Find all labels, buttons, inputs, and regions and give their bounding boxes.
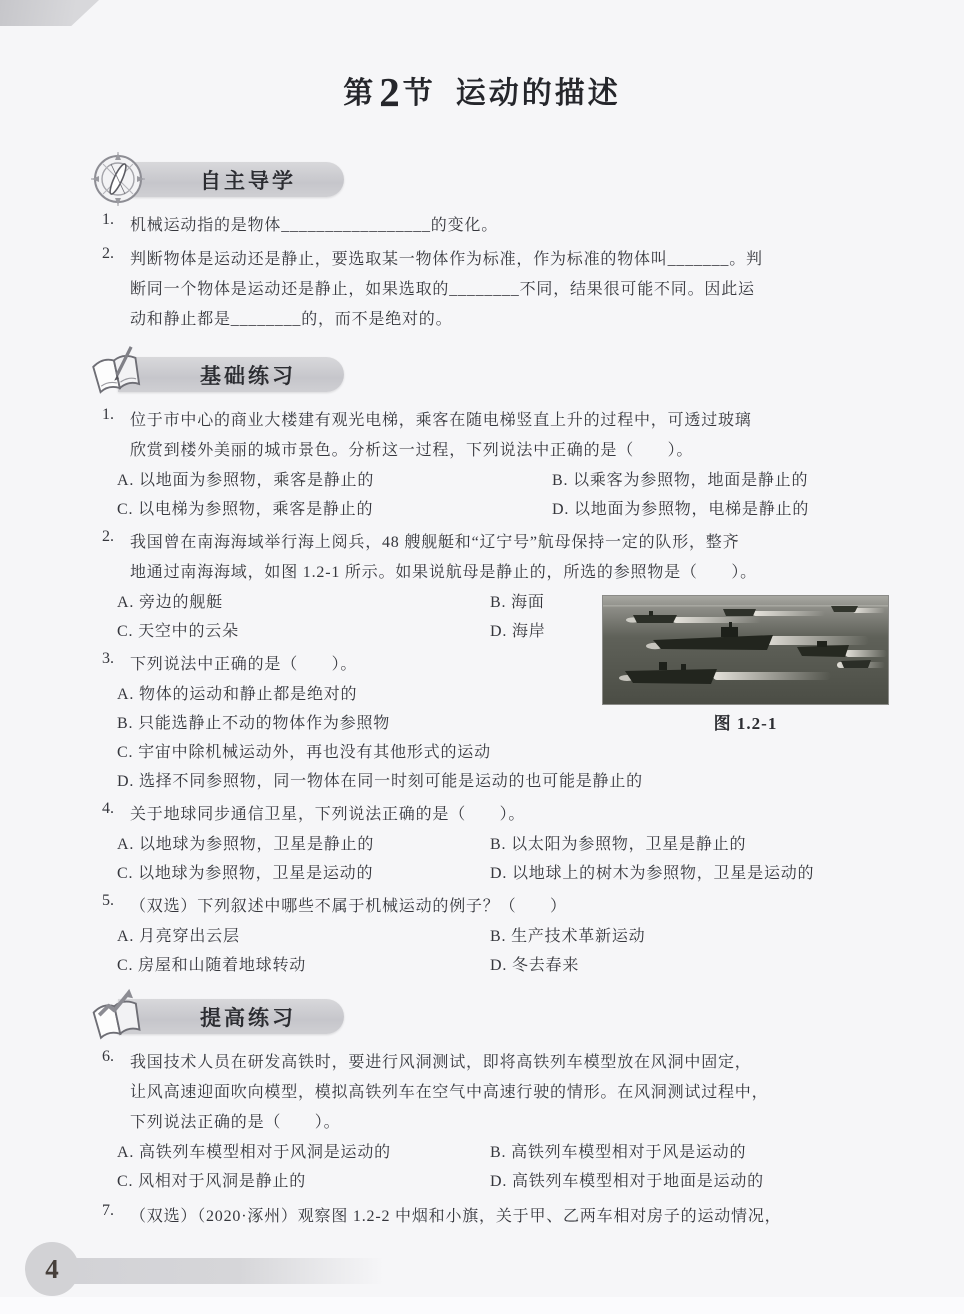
option: A. 以地面为参照物，乘客是静止的: [117, 472, 375, 489]
option-row: [117, 859, 904, 888]
question-number: 4.: [102, 800, 114, 817]
question-number: 1.: [102, 211, 114, 228]
option: C. 以电梯为参照物，乘客是静止的: [117, 501, 374, 518]
title-suffix: 节: [402, 77, 436, 110]
option: B. 生产技术革新运动: [490, 928, 646, 945]
section-header-basic: [88, 348, 368, 400]
question: [102, 245, 904, 335]
question-line: 判断物体是运动还是静止，要选取某一物体作为标准，作为标准的物体叫_______。判: [130, 251, 763, 268]
question-line: 位于市中心的商业大楼建有观光电梯，乘客在随电梯竖直上升的过程中，可透过玻璃: [130, 412, 752, 429]
option: C. 以地球为参照物，卫星是运动的: [117, 865, 374, 882]
question: [102, 800, 904, 888]
question: [102, 1202, 904, 1232]
option: C. 风相对于风洞是静止的: [117, 1173, 307, 1190]
question: [102, 1048, 904, 1196]
option: C. 天空中的云朵: [117, 623, 239, 640]
option: D. 冬去春来: [490, 957, 580, 974]
question-number: 2.: [102, 245, 114, 262]
section-header-label: 基础练习: [118, 357, 344, 392]
option-row: [117, 495, 904, 524]
question-line: （双选）（2020·涿州）观察图 1.2-2 中烟和小旗，关于甲、乙两车相对房子的运动情况，: [130, 1208, 782, 1225]
question: [102, 211, 904, 241]
option: C. 房屋和山随着地球转动: [117, 957, 307, 974]
question-number: 2.: [102, 528, 114, 545]
question-number: 3.: [102, 650, 114, 667]
option: A. 月亮穿出云层: [117, 928, 240, 945]
question-line: 我国曾在南海海域举行海上阅兵，48 艘舰艇和“辽宁号”航母保持一定的队形，整齐: [130, 534, 740, 551]
title-prefix: 第: [343, 77, 377, 110]
option: B. 海面: [490, 594, 545, 611]
question-number: 1.: [102, 406, 114, 423]
page-title: [0, 0, 964, 118]
option: D. 以地球上的树木为参照物，卫星是运动的: [490, 865, 815, 882]
option-row: [117, 922, 904, 951]
option-row: [117, 466, 904, 495]
question-line: 我国技术人员在研发高铁时，要进行风洞测试，即将高铁列车模型放在风洞中固定，: [130, 1054, 752, 1071]
question-line: 机械运动指的是物体_________________的变化。: [130, 217, 499, 234]
selfstudy-questions: [102, 211, 904, 335]
section-header-selfstudy: [88, 153, 368, 205]
question-line: 地通过南海海域，如图 1.2-1 所示。如果说航母是静止的，所选的参照物是（ ）。: [130, 564, 757, 581]
option-row: [117, 951, 904, 980]
option: D. 高铁列车模型相对于地面是运动的: [490, 1173, 764, 1190]
question-line: 欣赏到楼外美丽的城市景色。分析这一过程，下列说法中正确的是（ ）。: [130, 442, 694, 459]
question: [102, 406, 904, 524]
option: D. 以地面为参照物，电梯是静止的: [552, 501, 810, 518]
option: A. 以地球为参照物，卫星是静止的: [117, 836, 375, 853]
advanced-questions: [102, 1048, 904, 1232]
option-row: [117, 1167, 904, 1196]
option: C. 宇宙中除机械运动外，再也没有其他形式的运动: [117, 744, 491, 761]
option: A. 高铁列车模型相对于风洞是运动的: [117, 1144, 391, 1161]
section-header-advanced: [88, 990, 368, 1042]
question-number: 6.: [102, 1048, 114, 1065]
footer-bar: [62, 1258, 384, 1284]
title-section-name: 运动的描述: [455, 77, 621, 110]
option: B. 只能选静止不动的物体作为参照物: [117, 715, 391, 732]
question-number: 5.: [102, 892, 114, 909]
question-line: 下列说法正确的是（ ）。: [130, 1114, 341, 1131]
option: D. 海岸: [490, 623, 546, 640]
option: D. 选择不同参照物，同一物体在同一时刻可能是运动的也可能是静止的: [117, 773, 643, 790]
option: B. 高铁列车模型相对于风是运动的: [490, 1144, 747, 1161]
option-row: [117, 830, 904, 859]
compass-icon: [88, 150, 148, 208]
page-bottom-edge: [0, 1297, 964, 1314]
question: [102, 892, 904, 980]
page-number: 4: [45, 1253, 59, 1284]
section-header-label: 提高练习: [118, 999, 344, 1034]
option: B. 以乘客为参照物，地面是静止的: [552, 472, 809, 489]
question-line: 动和静止都是________的，而不是绝对的。: [130, 311, 453, 328]
question-line: 关于地球同步通信卫星，下列说法正确的是（ ）。: [130, 806, 526, 823]
option-row: [117, 1138, 904, 1167]
open-book-pen-icon: [88, 345, 148, 403]
figure-caption: 图 1.2-1: [713, 714, 778, 733]
question-number: 7.: [102, 1202, 114, 1219]
question-line: 下列说法中正确的是（ ）。: [130, 656, 358, 673]
title-section-number: 2: [379, 69, 400, 115]
section-header-label: 自主导学: [118, 162, 344, 197]
question-line: 断同一个物体是运动还是静止，如果选取的________不同，结果很可能不同。因此运: [130, 281, 755, 298]
option: A. 物体的运动和静止都是绝对的: [117, 686, 358, 703]
option: B. 以太阳为参照物，卫星是静止的: [490, 836, 747, 853]
page-number-badge: [25, 1242, 79, 1296]
option: A. 旁边的舰艇: [117, 594, 223, 611]
open-book-arrow-icon: [88, 987, 148, 1045]
question-line: （双选）下列叙述中哪些不属于机械运动的例子？（ ）: [130, 898, 567, 915]
question-line: 让风高速迎面吹向模型，模拟高铁列车在空气中高速行驶的情形。在风洞测试过程中，: [130, 1084, 769, 1101]
naval-fleet-photo: [603, 596, 888, 704]
